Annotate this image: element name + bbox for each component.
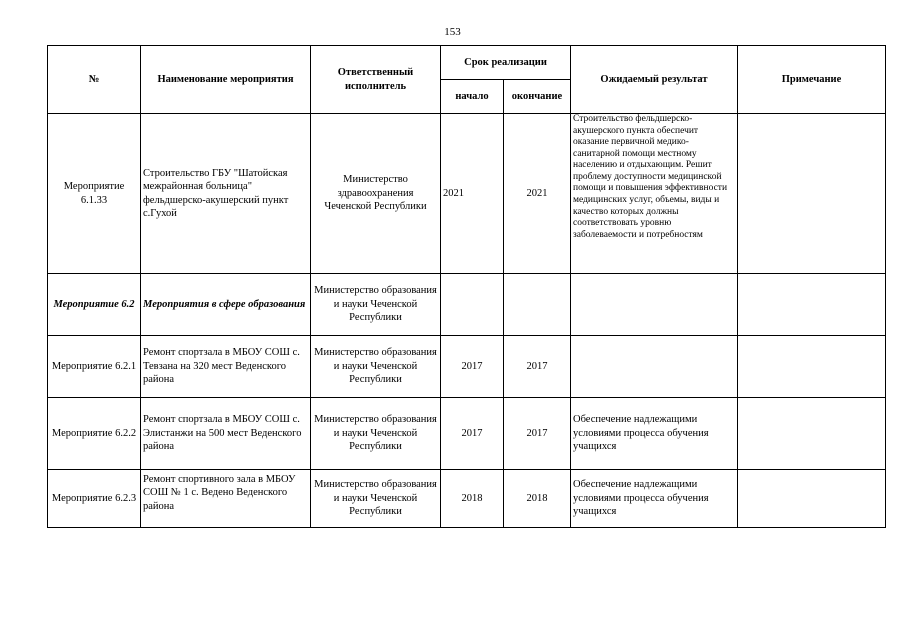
row-name: Строительство ГБУ "Шатойская межрайонная больница" фельдшерско-акушерский пункт с.Гухой — [141, 114, 311, 274]
row-num: Мероприятие 6.1.33 — [48, 114, 141, 274]
header-row — [48, 46, 886, 80]
row-executor: Министерство образования и науки Чеченской Республики — [311, 336, 441, 398]
row-num: Мероприятие 6.2.2 — [48, 398, 141, 470]
row-result — [571, 274, 738, 336]
row-result: Обеспечение надлежащими условиями процесса обучения учащихся — [571, 398, 738, 470]
row-start: 2017 — [441, 398, 504, 470]
table-row — [48, 470, 886, 528]
row-num: Мероприятие 6.2.1 — [48, 336, 141, 398]
row-name: Мероприятия в сфере образования — [141, 274, 311, 336]
table-row — [48, 114, 886, 274]
events-table — [47, 45, 886, 528]
row-note — [738, 470, 886, 528]
row-end: 2018 — [504, 470, 571, 528]
row-start: 2021 — [441, 114, 504, 274]
row-end: 2017 — [504, 398, 571, 470]
page-number: 153 — [444, 26, 461, 38]
row-note — [738, 398, 886, 470]
row-start — [441, 274, 504, 336]
row-num: Мероприятие 6.2.3 — [48, 470, 141, 528]
header-name: Наименование мероприятия — [141, 46, 311, 114]
row-executor: Министерство образования и науки Чеченской Республики — [311, 274, 441, 336]
row-start: 2017 — [441, 336, 504, 398]
row-start: 2018 — [441, 470, 504, 528]
row-name: Ремонт спортзала в МБОУ СОШ с. Тевзана на 320 мест Веденского района — [141, 336, 311, 398]
header-end: окончание — [504, 80, 571, 114]
header-period: Срок реализации — [441, 46, 571, 80]
header-start: начало — [441, 80, 504, 114]
row-executor: Министерство образования и науки Чеченской Республики — [311, 398, 441, 470]
row-end: 2017 — [504, 336, 571, 398]
header-note: Примечание — [738, 46, 886, 114]
row-result: Обеспечение надлежащими условиями процесса обучения учащихся — [571, 470, 738, 528]
row-end: 2021 — [504, 114, 571, 274]
row-name: Ремонт спортивного зала в МБОУ СОШ № 1 с. Ведено Веденского района — [141, 470, 311, 528]
row-result: Строительство фельдшерско-акушерского пункта обеспечит оказание первичной медико-санитарной помощи местному населению и отдыхающим. Решит проблему доступности медицинской помощи и повышения эффективности медицинских услуг, объемы, виды и качество которых должны соответствовать уровню заболеваемости и потребностям — [573, 114, 728, 240]
row-executor: Министерство здравоохранения Чеченской Республики — [311, 114, 441, 274]
row-note — [738, 114, 886, 274]
row-note — [738, 274, 886, 336]
row-result-cell — [571, 114, 738, 274]
header-num: № — [48, 46, 141, 114]
header-result: Ожидаемый результат — [571, 46, 738, 114]
row-end — [504, 274, 571, 336]
row-executor: Министерство образования и науки Чеченской Республики — [311, 470, 441, 528]
table-row — [48, 398, 886, 470]
row-name: Ремонт спортзала в МБОУ СОШ с. Элистанжи на 500 мест Веденского района — [141, 398, 311, 470]
header-executor: Ответственный исполнитель — [311, 46, 441, 114]
row-note — [738, 336, 886, 398]
row-num: Мероприятие 6.2 — [48, 274, 141, 336]
table-row — [48, 274, 886, 336]
table-row — [48, 336, 886, 398]
row-result — [571, 336, 738, 398]
